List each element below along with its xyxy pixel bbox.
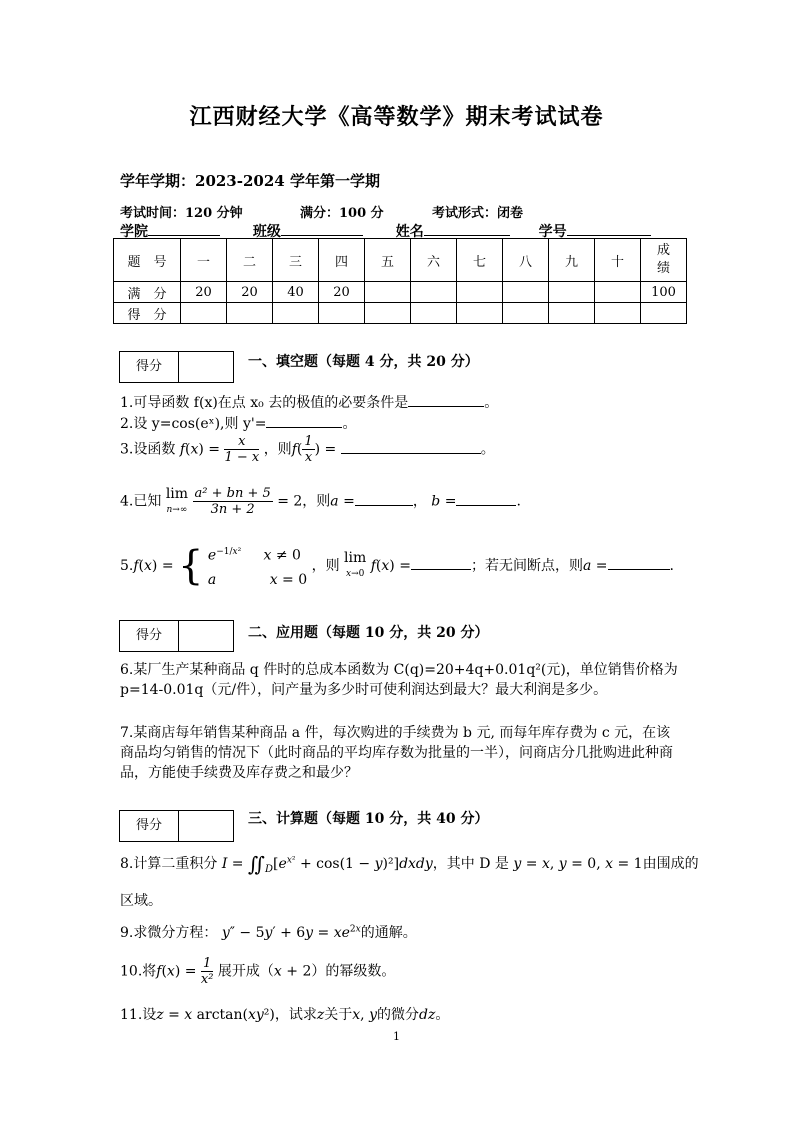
answer-blank[interactable]	[341, 441, 481, 454]
score-box-label: 得分	[120, 352, 179, 382]
answer-blank[interactable]	[456, 493, 516, 506]
full-score-row	[114, 282, 687, 303]
score-box-label: 得分	[120, 811, 179, 841]
academic-term: 学年学期：2023-2024 学年第一学期	[120, 172, 380, 190]
total-header-top: 成	[656, 243, 670, 258]
question-10-text: 10.将	[120, 963, 157, 980]
header-label-cell: 题 号	[114, 239, 181, 282]
header-cell: 九	[549, 239, 595, 282]
piecewise-cases: $e^{-1/x^2}$ x ≠ 0 a x = 0	[207, 547, 308, 588]
got-score-cell[interactable]	[319, 303, 365, 324]
header-cell: 一	[181, 239, 227, 282]
question-7: 7.某商店每年销售某种商品 a 件，每次购进的手续费为 b 元, 而每年库存费为 c 元，在该商品均匀销售的情况下（此时商品的平均库存数为批量的一半），问商店分几批购进此种商品，方能使手续费及库存费之和最少？	[120, 725, 673, 781]
full-score-cell: 20	[319, 282, 365, 303]
full-score-cell	[411, 282, 457, 303]
answer-blank[interactable]	[355, 493, 413, 506]
question-2	[120, 413, 356, 433]
header-cell: 四	[319, 239, 365, 282]
got-score-row	[114, 303, 687, 324]
limit-operator: lim n→∞	[165, 485, 189, 515]
formula-fraction: $\frac{1}{x}$	[304, 434, 313, 465]
question-11: 11.设z = x arctan(xy²)，试求z关于x, y的微分dz。	[120, 1007, 450, 1023]
question-5-text: 5.	[120, 557, 134, 574]
section2-heading: 二、应用题（每题 10 分，共 20 分）	[248, 625, 489, 641]
question-4-mid2: ，	[412, 493, 427, 510]
full-label-cell: 满 分	[114, 282, 181, 303]
question-6: 6.某厂生产某种商品 q 件时的总成本函数为 C(q)=20+4q+0.01q²(元)，单位销售价格为 p=14-0.01q（元/件），问产量为多少时可使利润达到最大？最大利润是多少。	[120, 662, 678, 698]
exam-form: 考试形式：闭卷	[432, 206, 524, 221]
answer-blank[interactable]	[408, 394, 484, 407]
full-score-cell: 20	[227, 282, 273, 303]
brace-symbol: {	[178, 542, 204, 589]
question-1-text: 1.可导函数 f(x)在点 x₀ 去的极值的必要条件是	[120, 395, 409, 411]
got-score-total-cell[interactable]	[641, 303, 687, 324]
question-2-text: 2.设 y=cos(eˣ),则 y'=	[120, 416, 267, 432]
header-cell: 十	[595, 239, 641, 282]
question-3-end: 。	[480, 441, 495, 458]
question-4-text: 4.已知	[120, 493, 162, 510]
question-3: 3.设函数 f(x) = $\frac{x}{1 - x}$ ，则f( $\frac{1}{x}$ ) = 。	[120, 434, 495, 465]
full-score-cell	[457, 282, 503, 303]
answer-blank[interactable]	[608, 557, 670, 570]
total-header-bottom: 绩	[656, 261, 670, 276]
header-cell: 七	[457, 239, 503, 282]
limit-operator: lim x→0	[344, 549, 367, 579]
question-9-end: 的通解。	[360, 925, 417, 941]
total-header-cell	[641, 239, 687, 282]
class-label: 班级	[252, 224, 281, 240]
question-8-text: 8.计算二重积分	[120, 856, 218, 872]
formula-fraction: $\frac{1}{\text{x²}}$	[200, 956, 214, 987]
question-9: 9.求微分方程： $y'' - 5y' + 6y = xe^{2x}$的通解。	[120, 924, 417, 941]
full-score-cell	[595, 282, 641, 303]
name-field[interactable]	[424, 221, 510, 236]
got-score-cell[interactable]	[503, 303, 549, 324]
question-9-text: 9.求微分方程：	[120, 925, 218, 941]
question-10-mid: 展开成（	[217, 963, 274, 980]
page-number: 1	[393, 1030, 400, 1043]
formula-fraction: $\frac{\text{a² + bn + 5}}{3n + 2}$	[194, 486, 271, 517]
exam-time: 考试时间：120 分钟	[120, 206, 243, 221]
answer-blank[interactable]	[266, 415, 342, 428]
question-10: 10.将f(x) = $\frac{1}{\text{x²}}$ 展开成（x + 2）的幂级数。	[120, 956, 396, 987]
score-box-label: 得分	[120, 621, 179, 651]
question-11-mid: ，试求	[274, 1007, 317, 1023]
header-cell: 八	[503, 239, 549, 282]
question-5-mid2: ；若无间断点，则	[470, 557, 583, 574]
question-11-text: 11.设	[120, 1007, 157, 1023]
exam-title: 江西财经大学《高等数学》期末考试试卷	[189, 105, 604, 130]
got-score-cell[interactable]	[227, 303, 273, 324]
question-11-end: 。	[435, 1007, 450, 1023]
question-5-end: .	[669, 557, 674, 574]
college-field[interactable]	[148, 221, 220, 236]
full-score-cell	[365, 282, 411, 303]
got-label-cell: 得 分	[114, 303, 181, 324]
formula-fraction: $\frac{x}{1 - x}$	[224, 434, 260, 465]
section1-heading: 一、填空题（每题 4 分，共 20 分）	[248, 354, 479, 370]
question-4-end: .	[516, 493, 521, 510]
header-cell: 三	[273, 239, 319, 282]
question-8-line2: 区域。	[120, 893, 162, 909]
question-4: 4.已知 lim n→∞ $\frac{\text{a² + bn + 5}}{3n + 2}$ = 2，则a = ， b = .	[120, 485, 521, 517]
got-score-cell[interactable]	[273, 303, 319, 324]
section2-score-box[interactable]	[119, 620, 234, 652]
id-label: 学号	[538, 224, 567, 240]
question-4-mid: ，则	[302, 493, 331, 510]
id-field[interactable]	[567, 221, 651, 236]
question-3-mid: ，则	[263, 441, 292, 458]
header-cell: 六	[411, 239, 457, 282]
question-5: 5.f(x) = { $e^{-1/x^2}$ x ≠ 0 a x = 0 ，则 lim x→0 f(x) = ；若无间断点，则a = .	[120, 540, 674, 592]
question-2-end: 。	[342, 416, 357, 432]
got-score-cell[interactable]	[595, 303, 641, 324]
header-cell: 二	[227, 239, 273, 282]
header-cell: 五	[365, 239, 411, 282]
got-score-cell[interactable]	[411, 303, 457, 324]
got-score-cell[interactable]	[549, 303, 595, 324]
full-score-cell: 20	[181, 282, 227, 303]
class-field[interactable]	[281, 221, 363, 236]
question-10-end: ）的幂级数。	[311, 963, 396, 980]
score-header-row	[114, 239, 687, 282]
college-label: 学院	[120, 224, 148, 240]
answer-blank[interactable]	[411, 557, 471, 570]
section1-score-box[interactable]	[119, 351, 234, 383]
section3-score-box[interactable]	[119, 810, 234, 842]
full-score-cell: 40	[273, 282, 319, 303]
question-1-end: 。	[484, 395, 499, 411]
question-1	[120, 392, 498, 412]
got-score-cell[interactable]	[457, 303, 503, 324]
question-8-mid: ，其中 D 是	[432, 856, 509, 872]
got-score-cell[interactable]	[181, 303, 227, 324]
full-score-total-cell: 100	[641, 282, 687, 303]
name-label: 姓名	[395, 224, 424, 240]
exam-full-score: 满分：100 分	[300, 206, 384, 221]
full-score-cell	[503, 282, 549, 303]
question-8-end: 由围成的	[642, 856, 699, 872]
question-8: 8.计算二重积分 $I = ∬_D[e^{x^2} + \cos(1$ − y)²]dxdy，其中 D 是 y = x, y = 0, x = 1由围成的	[120, 852, 699, 876]
section3-heading: 三、计算题（每题 10 分，共 40 分）	[248, 811, 489, 827]
question-5-mid: ，则	[311, 557, 340, 574]
got-score-cell[interactable]	[365, 303, 411, 324]
question-3-text: 3.设函数	[120, 441, 176, 458]
score-table	[113, 238, 687, 324]
question-11-mid3: 的微分	[377, 1007, 419, 1023]
full-score-cell	[549, 282, 595, 303]
question-11-mid2: 关于	[324, 1007, 353, 1023]
